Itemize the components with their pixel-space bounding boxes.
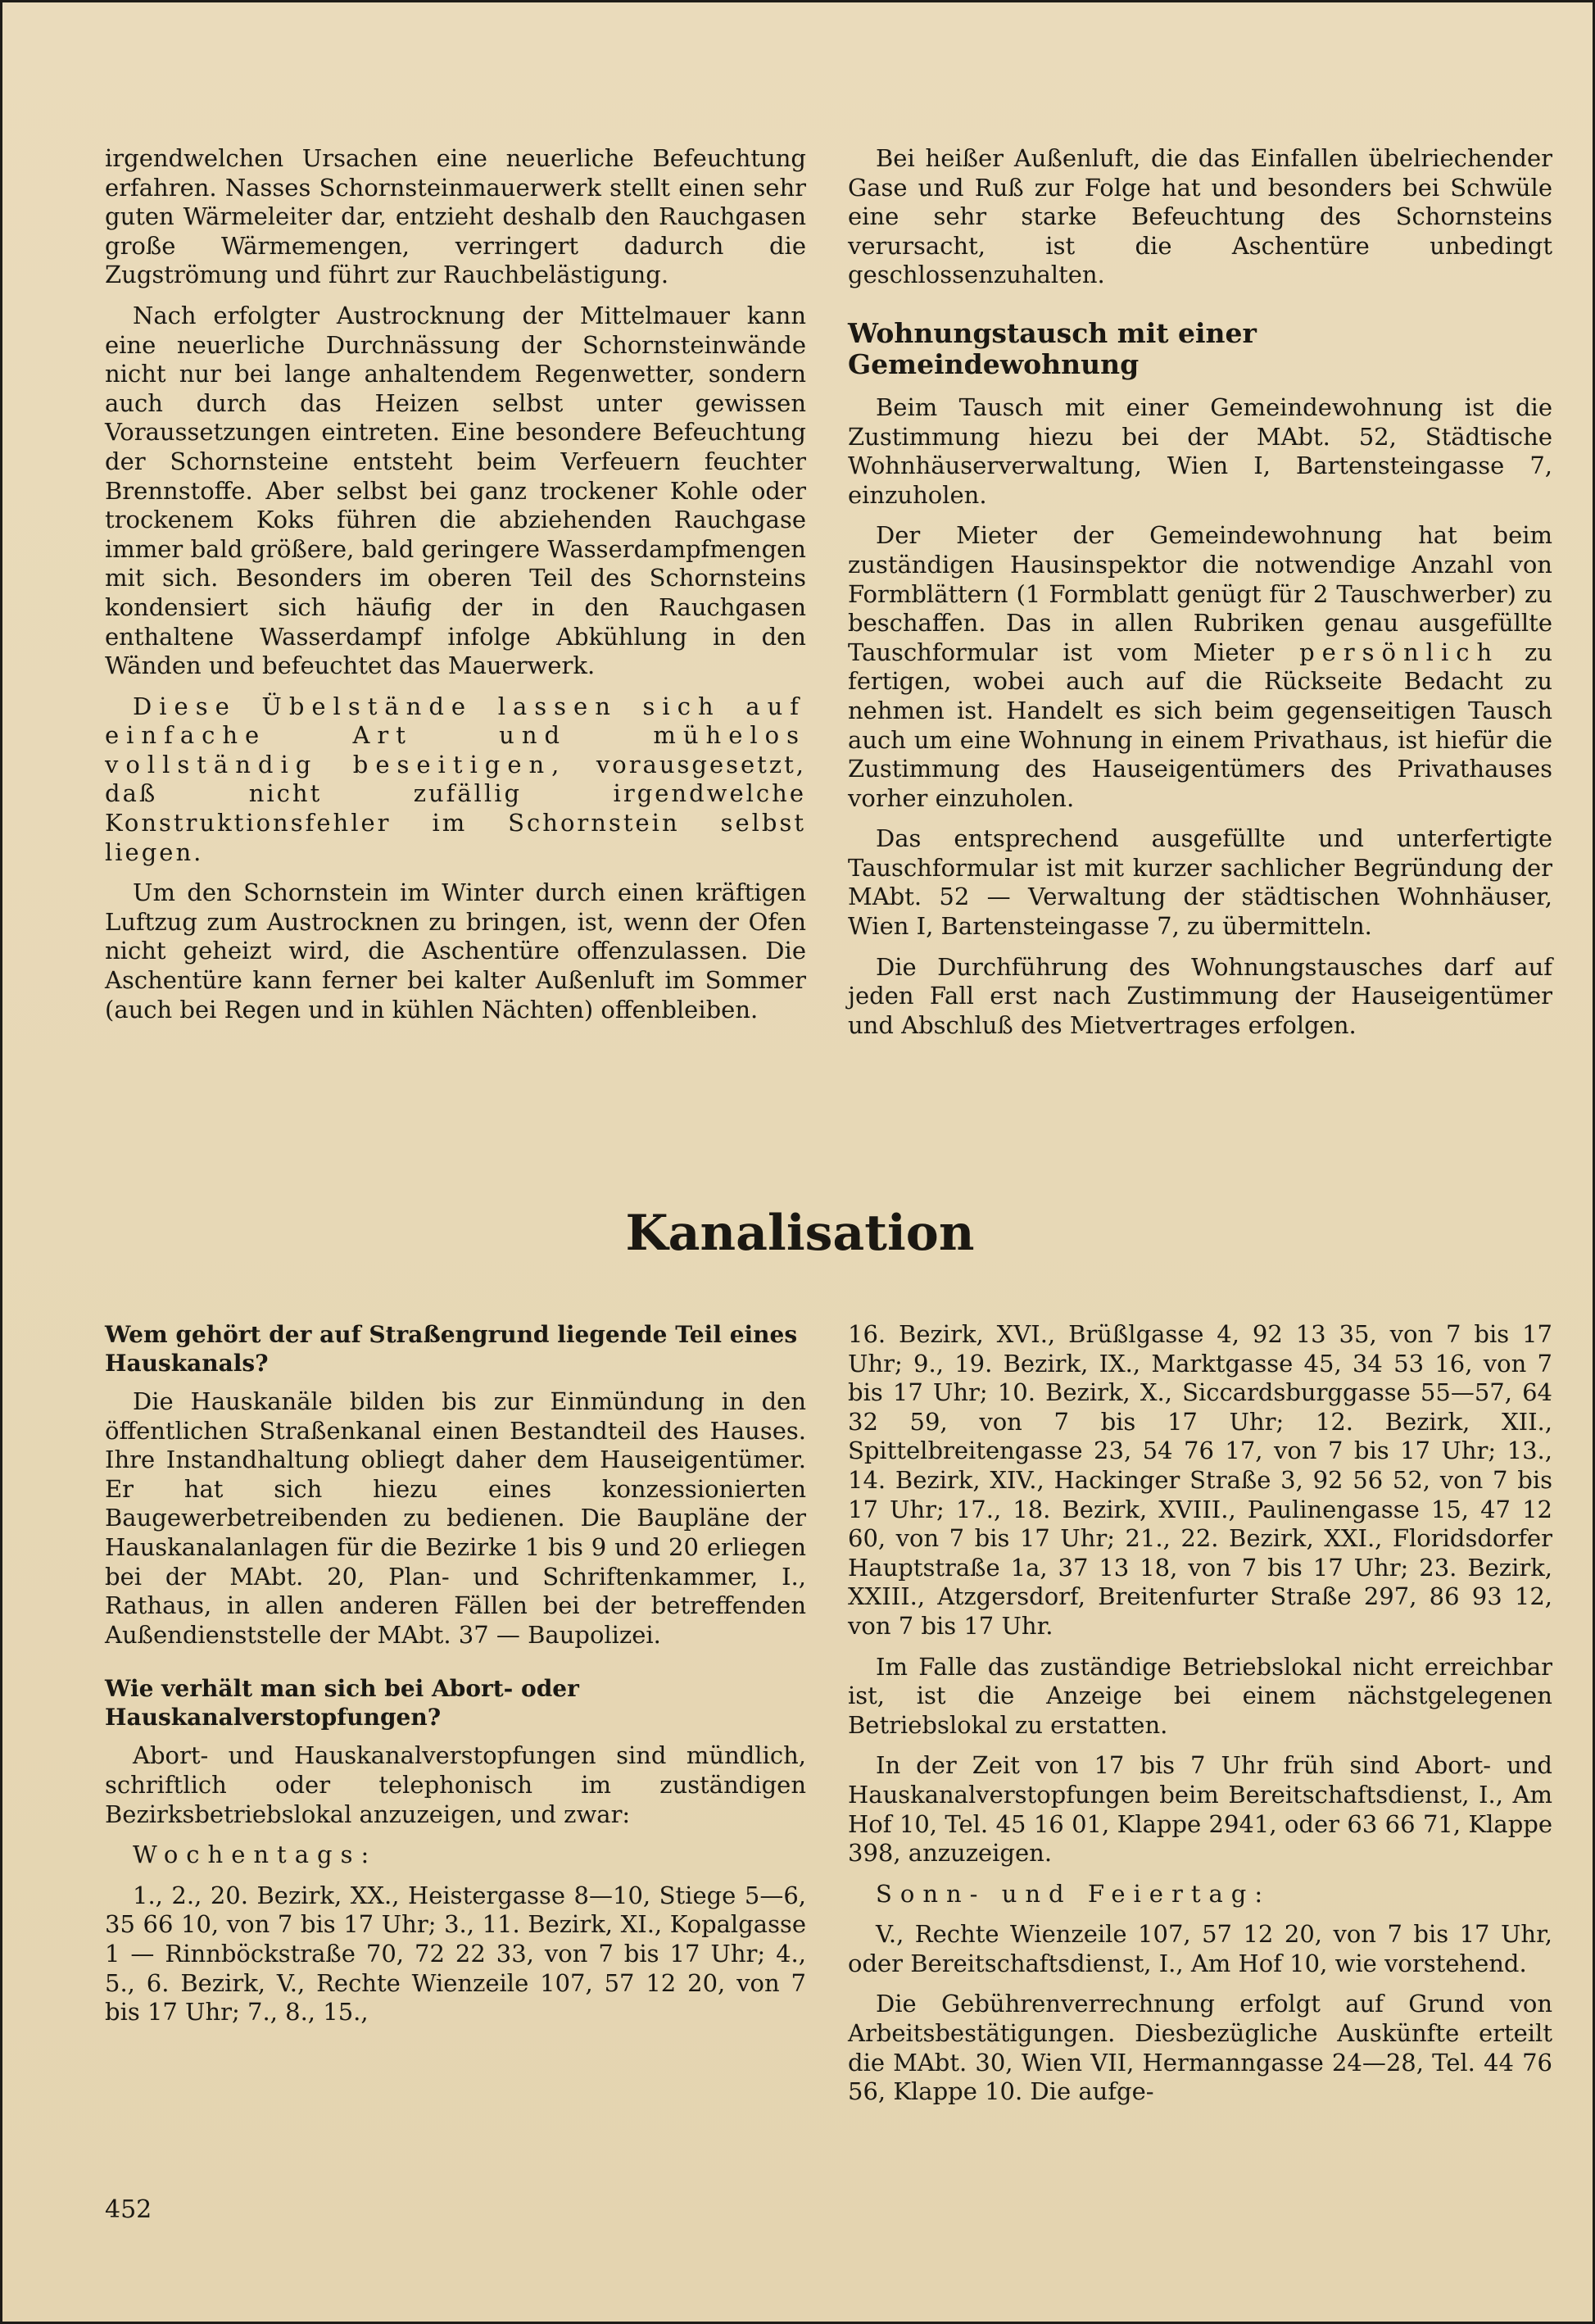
paragraph-spaced (105, 692, 806, 868)
paragraph (848, 521, 1552, 813)
paragraph: Das entsprechend ausgefüllte und unterfertigte Tauschformular ist mit kurzer sachlicher Begründung der MAbt. 52 — Verwaltung der städtischen Wohnhäuser, Wien I, Bartensteingasse 7, zu übermitteln. (848, 824, 1552, 941)
paragraph: 16. Bezirk, XVI., Brüßlgasse 4, 92 13 35, von 7 bis 17 Uhr; 9., 19. Bezirk, IX., Marktgasse 45, 34 53 16, von 7 bis 17 Uhr; 10. Bezirk, X., Siccardsburggasse 55—57, 64 32 59, von 7 bis 17 Uhr; 12. Bezirk, XII., Spittelbreitengasse 23, 54 76 17, von 7 bis 17 Uhr; 13., 14. Bezirk, XIV., Hackinger Straße 3, 92 56 52, von 7 bis 17 Uhr; 17., 18. Bezirk, XVIII., Paulinengasse 15, 47 12 60, von 7 bis 17 Uhr; 21., 22. Bezirk, XXI., Floridsdorfer Hauptstraße 1a, 37 13 18, von 7 bis 17 Uhr; 23. Bezirk, XXIII., Atzgersdorf, Breitenfurter Straße 297, 86 93 12, von 7 bis 17 Uhr. (848, 1320, 1552, 1640)
paragraph: 1., 2., 20. Bezirk, XX., Heistergasse 8—10, Stiege 5—6, 35 66 10, von 7 bis 17 Uhr; 3., 11. Bezirk, XI., Kopalgasse 1 — Rinnböckstraße 70, 72 22 33, von 7 bis 17 Uhr; 4., 5., 6. Bezirk, V., Rechte Wienzeile 107, 57 12 20, von 7 bis 17 Uhr; 7., 8., 15., (105, 1881, 806, 2027)
subheading-holidays: Sonn- und Feiertag: (876, 1879, 1271, 1908)
paragraph: Nach erfolgter Austrocknung der Mittelmauer kann eine neuerliche Durchnässung der Schornsteinwände nicht nur bei lange anhaltendem Regenwetter, sondern auch durch das Heizen selbst unter gewissen Voraussetzungen eintreten. Eine besondere Befeuchtung der Schornsteine entsteht beim Verfeuern feuchter Brennstoffe. Aber selbst bei ganz trockener Kohle oder trockenem Koks führen die abziehenden Rauchgase immer bald größere, bald geringere Wasserdampfmengen mit sich. Besonders im oberen Teil des Schornsteins kondensiert sich häufig der in den Rauchgasen enthaltene Wasserdampf infolge Abkühlung in den Wänden und befeuchtet das Mauerwerk. (105, 301, 806, 680)
column-top-right (848, 144, 1552, 1051)
paragraph-text: Der Mieter der Gemeindewohnung hat beim zuständigen Hausinspektor die notwendige Anzahl von Formblättern (1 Formblatt genügt für 2 Tauschwerber) zu beschaffen. Das in allen Rubriken genau ausgefüllte Tauschformular ist vom Mieter (848, 521, 1552, 666)
paragraph: Um den Schornstein im Winter durch einen kräftigen Luftzug zum Austrocknen zu bringen, ist, wenn der Ofen nicht geheizt wird, die Aschentüre offenzulassen. Die Aschentüre kann ferner bei kalter Außenluft im Sommer (auch bei Regen und in kühlen Nächten) offenbleiben. (105, 878, 806, 1024)
paragraph: Bei heißer Außenluft, die das Einfallen übelriechender Gase und Ruß zur Folge hat und besonders bei Schwüle eine sehr starke Befeuchtung des Schornsteins verursacht, ist die Aschentüre unbedingt geschlossenzuhalten. (848, 144, 1552, 289)
section-title: Kanalisation (625, 1205, 975, 1262)
column-top-left (105, 144, 806, 1036)
paragraph-text: vorausgesetzt, daß nicht zufällig irgendwelche Konstruktionsfehler im Schornstein selbst liegen. (105, 750, 806, 866)
paragraph-text: zu fertigen, wobei auch auf die Rückseite Bedacht zu nehmen ist. Handelt es sich beim gegenseitigen Tausch auch um eine Wohnung in einem Privathaus, ist hiefür die Zustimmung des Hauseigentümers des Privathauses vorher einzuholen. (848, 638, 1552, 812)
paragraph: Die Durchführung des Wohnungstausches darf auf jeden Fall erst nach Zustimmung der Hauseigentümer und Abschluß des Mietvertrages erfolgen. (848, 952, 1552, 1039)
column-bottom-right (848, 1320, 1552, 2118)
paragraph: Die Gebührenverrechnung erfolgt auf Grund von Arbeitsbestätigungen. Diesbezügliche Auskünfte erteilt die MAbt. 30, Wien VII, Hermanngasse 24—28, Tel. 44 76 56, Klappe 10. Die aufge- (848, 1990, 1552, 2106)
paragraph: Abort- und Hauskanalverstopfungen sind mündlich, schriftlich oder telephonisch im zuständigen Bezirksbetriebslokal anzuzeigen, und zwar: (105, 1741, 806, 1828)
paragraph: Die Hauskanäle bilden bis zur Einmündung in den öffentlichen Straßenkanal einen Bestandteil des Hauses. Ihre Instandhaltung obliegt daher dem Hauseigentümer. Er hat sich hiezu eines konzessionierten Baugewerbetreibenden zu bedienen. Die Baupläne der Hauskanalanlagen für die Bezirke 1 bis 9 und 20 erliegen bei der MAbt. 20, Plan- und Schriftenkammer, I., Rathaus, in allen anderen Fällen bei der betreffenden Außendienststelle der MAbt. 37 — Baupolizei. (105, 1387, 806, 1649)
page-number: 452 (105, 2195, 152, 2224)
paragraph: irgendwelchen Ursachen eine neuerliche Befeuchtung erfahren. Nasses Schornsteinmauerwerk stellt einen sehr guten Wärmeleiter dar, entzieht deshalb den Rauchgasen große Wärmemengen, verringert dadurch die Zugströmung und führt zur Rauchbelästigung. (105, 144, 806, 289)
spaced-text: Diese Übelstände lassen sich auf einfache Art und mühelos vollständig beseitigen, (105, 692, 806, 778)
subheading-weekdays: Wochentags: (133, 1841, 378, 1869)
paragraph: Beim Tausch mit einer Gemeindewohnung ist die Zustimmung hiezu bei der MAbt. 52, Städtische Wohnhäuserverwaltung, Wien I, Bartensteingasse 7, einzuholen. (848, 393, 1552, 509)
question-heading: Wie verhält man sich bei Abort- oder Hauskanalverstopfungen? (105, 1675, 579, 1732)
spaced-text: persönlich (1299, 638, 1500, 666)
paragraph: V., Rechte Wienzeile 107, 57 12 20, von 7 bis 17 Uhr, oder Bereitschaftsdienst, I., Am Hof 10, wie vorstehend. (848, 1920, 1552, 1977)
question-heading: Wem gehört der auf Straßengrund liegende Teil eines Hauskanals? (105, 1321, 798, 1377)
paragraph: In der Zeit von 17 bis 7 Uhr früh sind Abort- und Hauskanalverstopfungen beim Bereitschaftsdienst, I., Am Hof 10, Tel. 45 16 01, Klappe 2941, oder 63 66 71, Klappe 398, anzuzeigen. (848, 1751, 1552, 1868)
section-heading: Wohnungstausch mit einer Gemeindewohnung (848, 316, 1257, 380)
paragraph: Im Falle das zuständige Betriebslokal nicht erreichbar ist, ist die Anzeige bei einem nächstgelegenen Betriebslokal zu erstatten. (848, 1652, 1552, 1739)
column-bottom-left (105, 1320, 806, 2039)
